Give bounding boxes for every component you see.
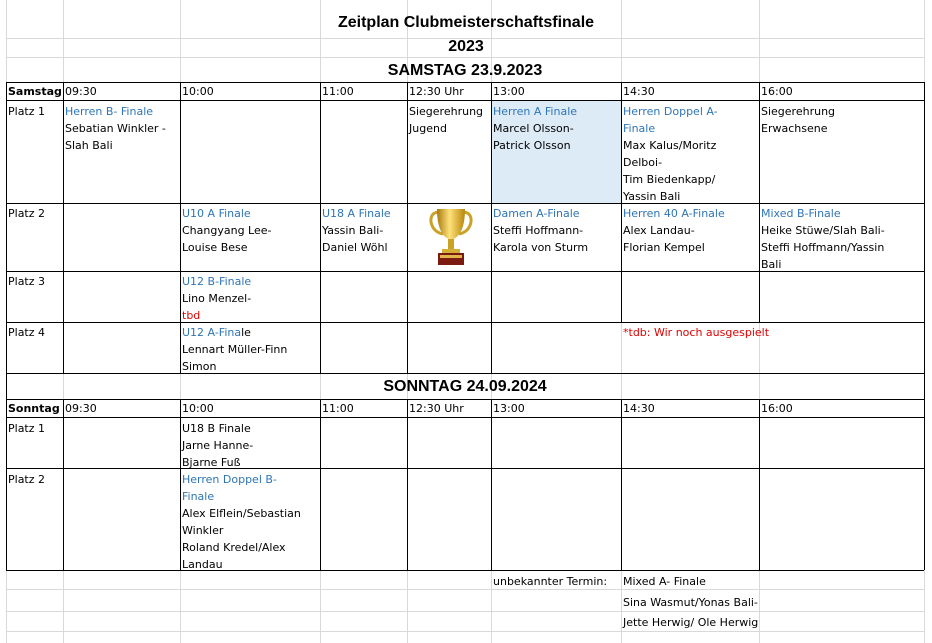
- match-cell: [63, 103, 166, 154]
- court-label: Platz 1: [8, 422, 46, 435]
- match-cell: [180, 420, 253, 471]
- match-title: U18 A Finale: [322, 207, 391, 220]
- match-title: Herren A Finale: [493, 105, 578, 118]
- match-players: Roland Kredel/Alex: [182, 541, 286, 554]
- match-cell: [621, 205, 725, 256]
- match-cell: [759, 205, 885, 273]
- match-players: Patrick Olsson: [493, 139, 571, 152]
- ceremony-text: Jugend: [409, 122, 447, 135]
- court-label: Platz 3: [8, 275, 46, 288]
- header-day: Samstag: [8, 85, 62, 98]
- match-title: Herren Doppel B-: [182, 473, 277, 486]
- match-players: Bjarne Fuß: [182, 456, 241, 469]
- page-year: 2023: [448, 38, 484, 55]
- header-time: 09:30: [65, 85, 97, 98]
- match-players: Yassin Bali-: [322, 224, 384, 237]
- match-cell: [621, 103, 718, 205]
- match-title: Finale: [623, 122, 656, 135]
- match-cell: [180, 471, 301, 573]
- match-players: Louise Bese: [182, 241, 248, 254]
- header-time: 13:00: [493, 402, 525, 415]
- match-title: U12 B-Finale: [182, 275, 252, 288]
- match-title: Mixed B-Finale: [761, 207, 841, 220]
- match-players: Simon: [182, 360, 217, 373]
- match-players: Karola von Sturm: [493, 241, 589, 254]
- match-players: Lennart Müller-Finn: [182, 343, 288, 356]
- header-day: Sonntag: [8, 402, 60, 415]
- match-title-rest: le: [241, 326, 251, 339]
- header-time: 16:00: [761, 402, 793, 415]
- match-players: Max Kalus/Moritz: [623, 139, 717, 152]
- sunday-heading: SONNTAG 24.09.2024: [383, 378, 547, 395]
- court-label: Platz 2: [8, 473, 46, 486]
- match-players: Alex Landau-: [623, 224, 695, 237]
- match-title: U12 A-Fina: [182, 326, 242, 339]
- tbd-note: *tdb: Wir noch ausgespielt: [623, 326, 770, 339]
- match-players: Winkler: [182, 524, 224, 537]
- match-players: Sina Wasmut/Yonas Bali-: [623, 596, 758, 609]
- court-label: Platz 4: [8, 326, 46, 339]
- saturday-heading: SAMSTAG 23.9.2023: [387, 62, 543, 79]
- match-cell: [180, 324, 287, 375]
- page-title: Zeitplan Clubmeisterschaftsfinale: [337, 14, 595, 31]
- match-players: Jette Herwig/ Ole Herwig: [623, 616, 759, 629]
- match-players: Daniel Wöhl: [322, 241, 388, 254]
- ceremony-cell: [407, 103, 483, 137]
- match-players: Delboi-: [623, 156, 663, 169]
- header-time: 12:30 Uhr: [409, 85, 464, 98]
- match-players: Marcel Olsson-: [493, 122, 574, 135]
- match-title: U18 B Finale: [182, 422, 251, 435]
- header-time: 10:00: [182, 85, 214, 98]
- match-players: Changyang Lee-: [182, 224, 272, 237]
- header-time: 09:30: [65, 402, 97, 415]
- tbd-label: tbd: [182, 309, 201, 322]
- match-players: Sebatian Winkler -: [65, 122, 166, 135]
- match-cell: [320, 205, 391, 256]
- ceremony-cell: [759, 103, 835, 137]
- match-players: Steffi Hoffmann-: [493, 224, 584, 237]
- court-label: Platz 1: [8, 105, 46, 118]
- header-time: 12:30 Uhr: [409, 402, 464, 415]
- ceremony-text: Erwachsene: [761, 122, 828, 135]
- match-players: Bali: [761, 258, 782, 271]
- header-time: 11:00: [322, 85, 354, 98]
- match-players: Tim Biedenkapp/: [623, 173, 716, 186]
- match-cell: [491, 205, 588, 256]
- header-time: 16:00: [761, 85, 793, 98]
- match-players: Steffi Hoffmann/Yassin: [761, 241, 885, 254]
- header-time: 13:00: [493, 85, 525, 98]
- match-cell: [180, 205, 272, 256]
- match-title: Finale: [182, 490, 215, 503]
- match-title: U10 A Finale: [182, 207, 251, 220]
- match-players: Alex Elflein/Sebastian: [182, 507, 301, 520]
- match-cell: [491, 103, 577, 154]
- match-title: Herren B- Finale: [65, 105, 154, 118]
- match-title: Damen A-Finale: [493, 207, 580, 220]
- match-players: Lino Menzel-: [182, 292, 252, 305]
- match-title: Herren Doppel A-: [623, 105, 718, 118]
- trophy-icon: [428, 206, 474, 274]
- header-time: 14:30: [623, 402, 655, 415]
- match-players: Jarne Hanne-: [182, 439, 254, 452]
- match-players: Florian Kempel: [623, 241, 705, 254]
- ceremony-text: Siegerehrung: [761, 105, 836, 118]
- ceremony-text: Siegerehrung: [409, 105, 484, 118]
- match-cell: [180, 273, 251, 324]
- match-players: Landau: [182, 558, 223, 571]
- header-time: 14:30: [623, 85, 655, 98]
- match-title: Herren 40 A-Finale: [623, 207, 725, 220]
- court-label: Platz 2: [8, 207, 46, 220]
- match-title: Mixed A- Finale: [623, 575, 706, 588]
- match-players: Yassin Bali: [623, 190, 681, 203]
- unknown-date-label: unbekannter Termin:: [493, 575, 608, 588]
- match-players: Heike Stüwe/Slah Bali-: [761, 224, 885, 237]
- header-time: 10:00: [182, 402, 214, 415]
- header-time: 11:00: [322, 402, 354, 415]
- match-players: Slah Bali: [65, 139, 113, 152]
